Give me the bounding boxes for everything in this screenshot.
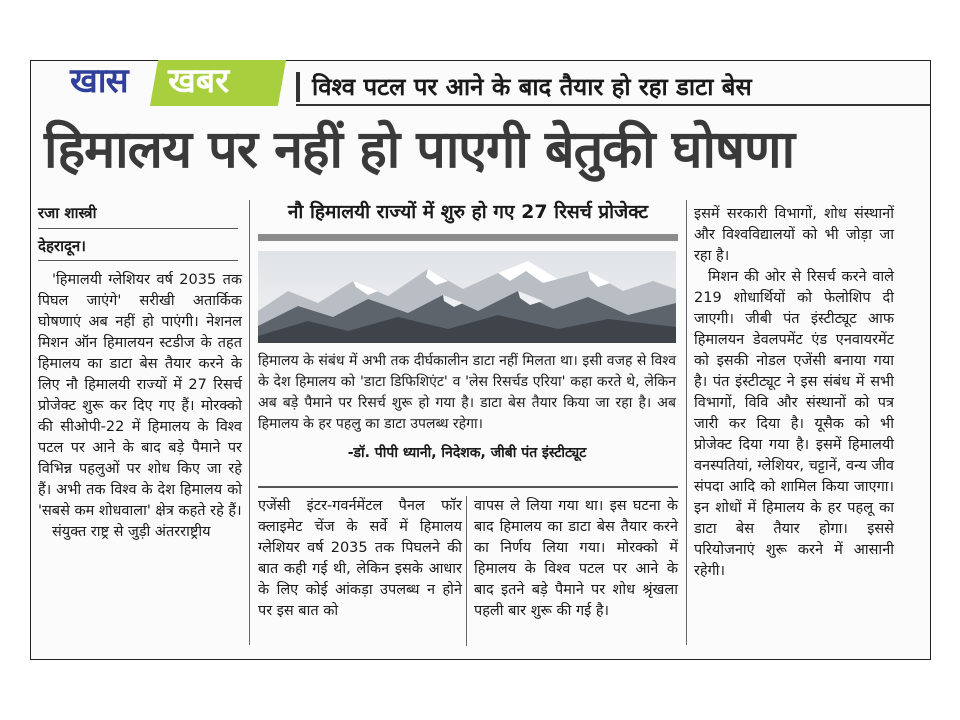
quote-box xyxy=(258,351,676,464)
byline-rule xyxy=(38,228,238,229)
quote-attribution: -डॉ. पीपी ध्यानी, निदेशक, जीबी पंत इंस्टीट्यूट xyxy=(347,445,587,461)
section-logo xyxy=(36,60,281,104)
column-4-para-1: इसमें सरकारी विभागों, शोध संस्थानों और विश्वविद्यालयों को भी जोड़ा जा रहा है। xyxy=(694,206,894,264)
column-divider-2 xyxy=(466,496,467,646)
column-4-para-2: मिशन की ओर से रिसर्च करने वाले 219 शोधार्थियों को फेलोशिप दी जाएगी। जीबी पंत इंस्टीट्यूट आफ हिमालयन डेवलपमेंट एंड एनवायरमेंट को इसकी नोडल एजेंसी बनाया गया है। पंत इंस्टीट्यूट ने इस संबंध में सभी विभागों, विवि और संस्थानों को पत्र जारी कर दिया है। यूसैक को भी प्रोजेक्ट दिया गया है। इसमें हिमालयी वनस्पतियां, ग्लेशियर, चट्टानें, वन्य जीव संपदा आदि को शामिल किया जाएगा। इन शोधों में हिमालय के हर पहलू का डाटा बेस तैयार होगा। इससे परियोजनाएं शुरू करने में आसानी रहेगी। xyxy=(694,269,894,579)
quote-text: हिमालय के संबंध में अभी तक दीर्घकालीन डाटा नहीं मिलता था। इसी वजह से विश्व के देश हिमालय को 'डाटा डिफिशिएंट' व 'लेस रिसर्चड एरिया' कहा करते थे, लेकिन अब बड़े पैमाने पर रिसर्च शुरू हो गया है। डाटा बेस तैयार किया जा रहा है। अब हिमालय के हर पहलु का डाटा उपलब्ध रहेगा। xyxy=(258,353,676,432)
column-1 xyxy=(38,270,242,543)
headline: हिमालय पर नहीं हो पाएगी बेतुकी घोषणा xyxy=(44,120,795,180)
subheadline: नौ हिमालयी राज्यों में शुरु हो गए 27 रिसर्च प्रोजेक्ट xyxy=(287,201,649,223)
column-3 xyxy=(474,496,678,622)
column-2-text: एजेंसी इंटर-गवर्नमेंटल पैनल फॉर क्लाइमेट चेंज के सर्वे में हिमालय ग्लेशियर वर्ष 2035 तक पिघलने की बात कही गई थी, लेकिन इसके आधार के लिए कोई आंकड़ा उपलब्ध न होने पर इस बात को xyxy=(258,498,462,619)
column-4 xyxy=(694,204,894,582)
himalaya-photo-illustration xyxy=(258,251,676,343)
column-divider-1 xyxy=(249,200,250,645)
himalaya-photo xyxy=(258,251,676,343)
dateline: देहरादून। xyxy=(38,237,86,255)
kicker-text: विश्व पटल पर आने के बाद तैयार हो रहा डाटा बेस xyxy=(312,73,752,101)
byline: रजा शास्त्री xyxy=(38,204,97,222)
subhead-rule xyxy=(258,234,678,241)
column-divider-3 xyxy=(686,200,687,645)
column-3-text: वापस ले लिया गया था। इस घटना के बाद हिमालय का डाटा बेस तैयार करने का निर्णय लिया गया। मोरक्को में हिमालय के विश्व पटल पर आने के बाद इतने बड़े पैमाने पर शोध श्रृंखला पहली बार शुरू की गई है। xyxy=(474,498,678,619)
quote-bottom-rule xyxy=(258,486,678,488)
kicker xyxy=(296,68,930,106)
logo-word-khabar: खबर xyxy=(168,61,230,101)
column-1-para-2: संयुक्त राष्ट्र से जुड़ी अंतरराष्ट्रीय xyxy=(52,524,211,540)
logo-word-khas: खास xyxy=(70,61,128,101)
column-2 xyxy=(258,496,462,622)
column-1-para-1: 'हिमालयी ग्लेशियर वर्ष 2035 तक पिघल जाएंगे' सरीखी अतार्किक घोषणाएं अब नहीं हो पाएंगी। नेशनल मिशन ऑन हिमालयन स्टडीज के तहत हिमालय का डाटा बेस तैयार करने के लिए नौ हिमालयी राज्यों में 27 रिसर्च प्रोजेक्ट शुरू कर दिए गए हैं। मोरक्को की सीओपी-22 में हिमालय के विश्व पटल पर आने के बाद बड़े पैमाने पर विभिन्न पहलुओं पर शोध किए जा रहे हैं। अभी तक विश्व के देश हिमालय को 'सबसे कम शोधवाला' क्षेत्र कहते रहे हैं। xyxy=(38,272,242,519)
kicker-bar xyxy=(296,72,300,102)
dateline-rule xyxy=(38,260,238,261)
